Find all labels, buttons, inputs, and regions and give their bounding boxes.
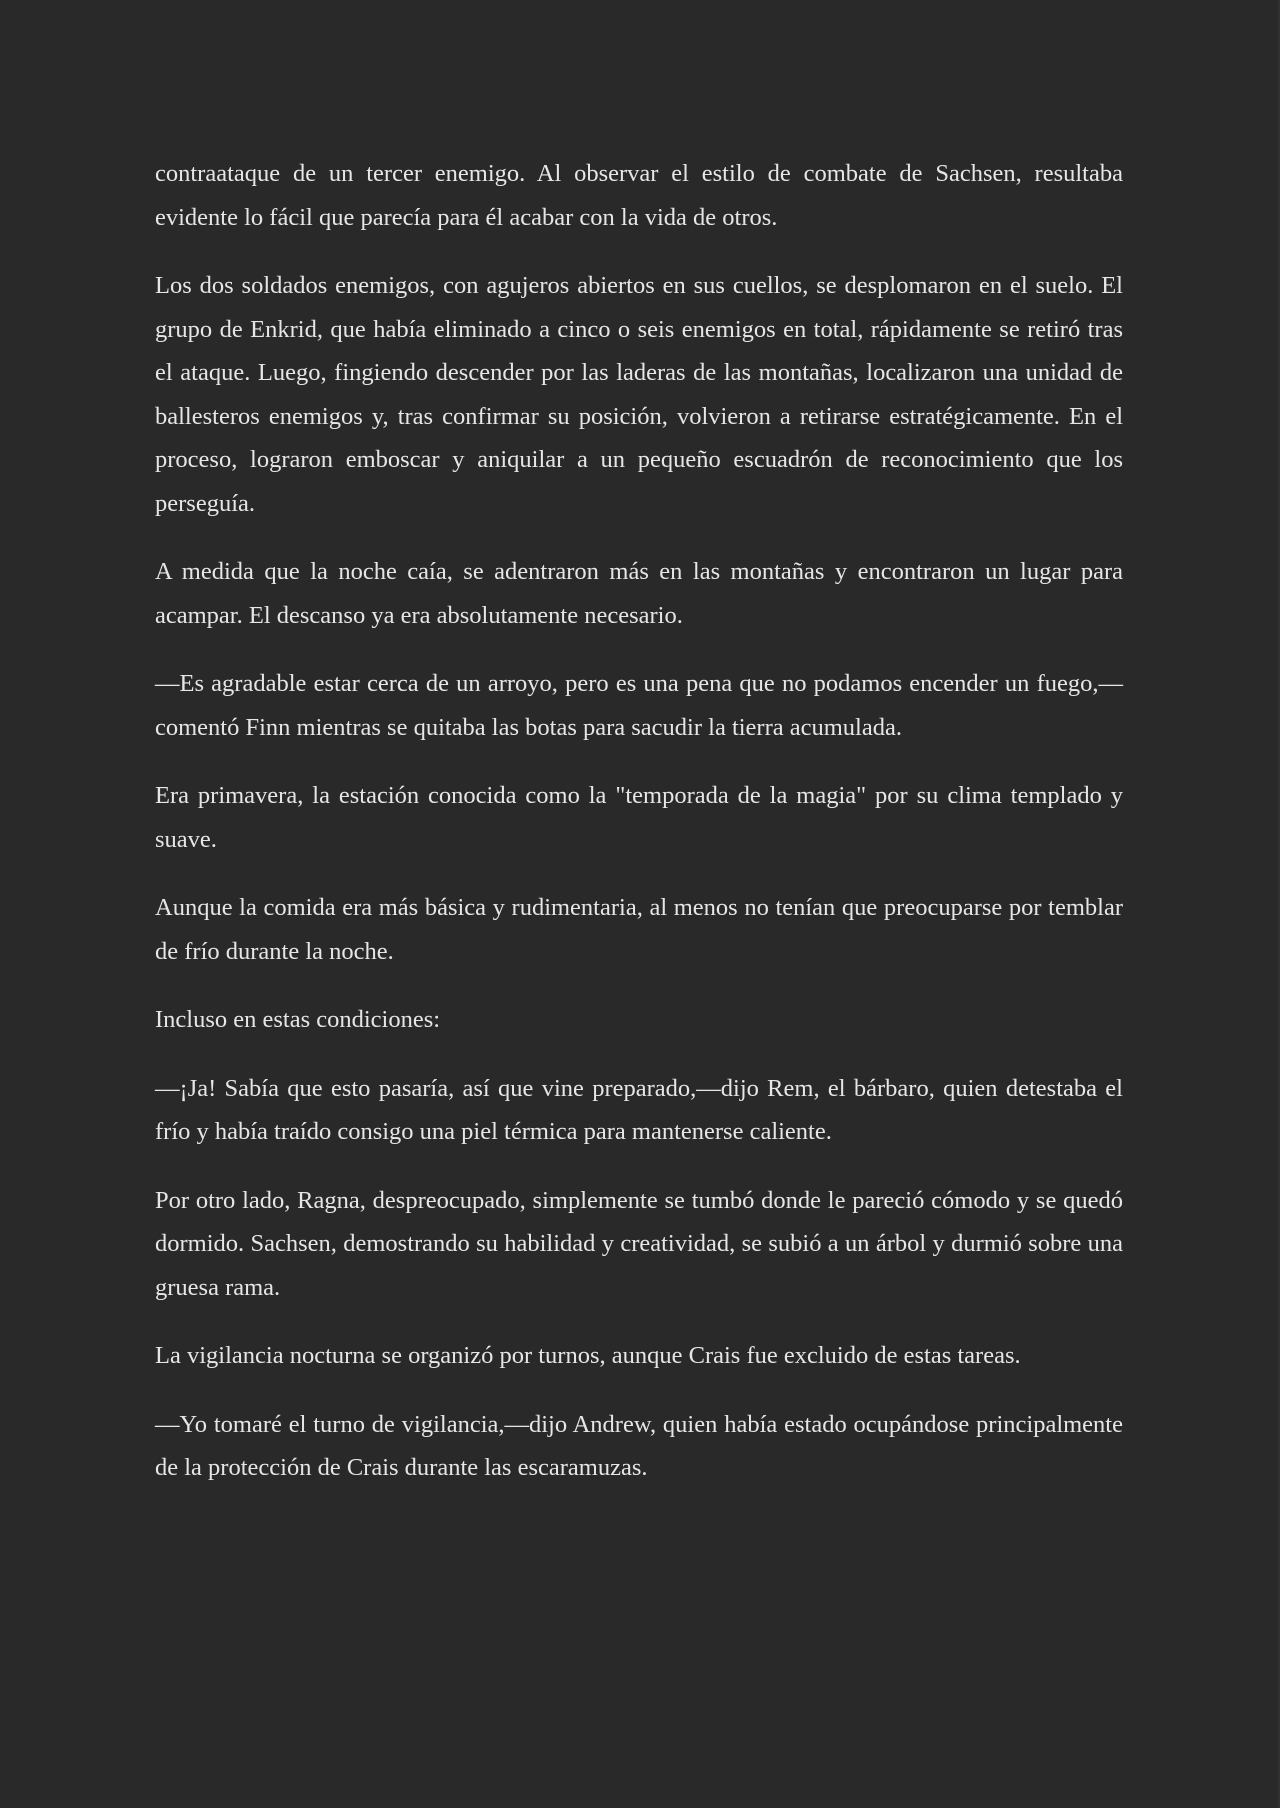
paragraph: —¡Ja! Sabía que esto pasaría, así que vine preparado,—dijo Rem, el bárbaro, quien detestaba el frío y había traído consigo una piel térmica para mantenerse caliente.: [155, 1074, 1123, 1145]
paragraph: Los dos soldados enemigos, con agujeros abiertos en sus cuellos, se desplomaron en el suelo. El grupo de Enkrid, que había eliminado a cinco o seis enemigos en total, rápidamente se retiró tras el ataque. Luego, fingiendo descender por las laderas de las montañas, localizaron una unidad de ballesteros enemigos y, tras confirmar su posición, volvieron a retirarse estratégicamente. En el proceso, lograron emboscar y aniquilar a un pequeño escuadrón de reconocimiento que los perseguía.: [155, 272, 1123, 517]
chapter-text: [155, 152, 1123, 1515]
paragraph: Era primavera, la estación conocida como la "temporada de la magia" por su clima templado y suave.: [155, 782, 1123, 853]
paragraph: —Es agradable estar cerca de un arroyo, pero es una pena que no podamos encender un fuego,—comentó Finn mientras se quitaba las botas para sacudir la tierra acumulada.: [155, 670, 1123, 741]
paragraph: La vigilancia nocturna se organizó por turnos, aunque Crais fue excluido de estas tareas.: [155, 1342, 1021, 1369]
paragraph: A medida que la noche caía, se adentraron más en las montañas y encontraron un lugar para acampar. El descanso ya era absolutamente necesario.: [155, 558, 1123, 629]
paragraph: Aunque la comida era más básica y rudimentaria, al menos no tenían que preocuparse por temblar de frío durante la noche.: [155, 894, 1123, 965]
paragraph: Por otro lado, Ragna, despreocupado, simplemente se tumbó donde le pareció cómodo y se quedó dormido. Sachsen, demostrando su habilidad y creatividad, se subió a un árbol y durmió sobre una gruesa rama.: [155, 1186, 1123, 1301]
paragraph: contraataque de un tercer enemigo. Al observar el estilo de combate de Sachsen, resultaba evidente lo fácil que parecía para él acabar con la vida de otros.: [155, 160, 1123, 231]
paragraph: —Yo tomaré el turno de vigilancia,—dijo Andrew, quien había estado ocupándose principalmente de la protección de Crais durante las escaramuzas.: [155, 1410, 1123, 1481]
paragraph: Incluso en estas condiciones:: [155, 1006, 441, 1033]
